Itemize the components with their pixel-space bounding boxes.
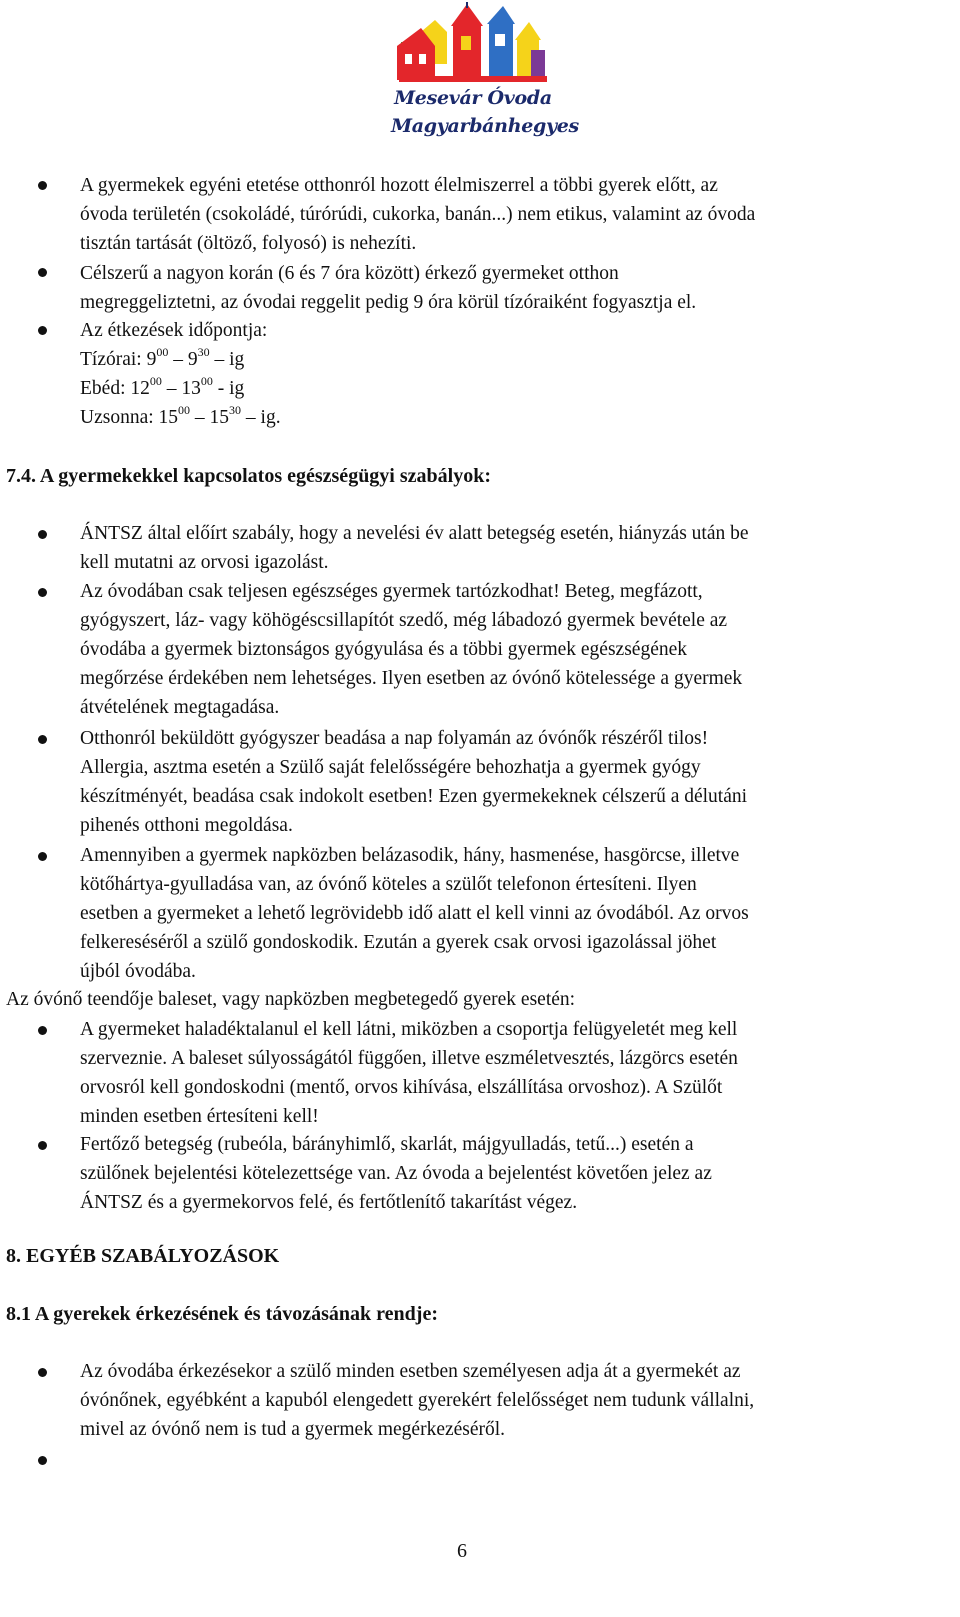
list-item-healthy-only	[80, 577, 931, 722]
text-line: Allergia, asztma esetén a Szülő saját felelősségére behozhatja a gyermek gyógy	[80, 757, 701, 778]
logo-title: Mesevár Óvoda	[394, 87, 552, 109]
list-item-illness	[80, 841, 931, 986]
page-number: 6	[457, 1540, 467, 1562]
list-item-feeding	[80, 171, 931, 258]
text-line: A gyermeket haladéktalanul el kell látni, miközben a csoportja felügyeletét meg kell	[80, 1019, 738, 1040]
bullet	[38, 1141, 47, 1150]
text-line: Az óvodába érkezésekor a szülő minden esetben személyesen adja át a gyermekét az	[80, 1361, 741, 1382]
text-line: Célszerű a nagyon korán (6 és 7 óra között) érkező gyermeket otthon	[80, 263, 619, 284]
text-line: Az étkezések időpontja:	[80, 320, 268, 341]
text-line: kell mutatni az orvosi igazolást.	[80, 552, 329, 573]
text-line: ÁNTSZ által előírt szabály, hogy a nevelési év alatt betegség esetén, hiányzás után be	[80, 523, 749, 544]
meal-time-uzsonna: Uzsonna: $15^{00} - 15^{30}$ – ig.	[80, 402, 281, 428]
bullet	[38, 735, 47, 744]
list-item-arrival	[80, 1357, 931, 1444]
list-item-infectious	[80, 1130, 931, 1217]
mesevar-logo	[391, 2, 579, 140]
bullet	[38, 326, 47, 335]
text-line: szerveznie. A baleset súlyosságától függően, illetve eszméletvesztés, lázgörcs esetén	[80, 1048, 738, 1069]
text-line: ÁNTSZ és a gyermekorvos felé, és fertőtlenítő takarítást végez.	[80, 1192, 578, 1213]
bullet	[38, 1368, 47, 1377]
text-line: tisztán tartását (öltöző, folyosó) is nehezíti.	[80, 233, 417, 254]
text-line: készítményét, beadása csak indokolt esetben! Ezen gyermekeknek célszerű a délutáni	[80, 786, 748, 807]
text-line: esetben a gyermeket a lehető legrövidebb idő alatt el kell vinni az óvodából. Az orvos	[80, 903, 749, 924]
text-line: pihenés otthoni megoldása.	[80, 815, 293, 836]
section-heading-7-4: 7.4. A gyermekekkel kapcsolatos egészségügyi szabályok:	[6, 465, 491, 487]
text-line: óvodába a gyermek biztonságos gyógyulása és a többi gyermek egészségének	[80, 639, 688, 660]
text-line: felkereséséről a szülő gondoskodik. Ezután a gyerek csak orvosi igazolással jöhet	[80, 932, 717, 953]
text-line: gyógyszert, láz- vagy köhögéscsillapítót szedő, még lábadozó gyermek bevétele az	[80, 610, 728, 631]
text-line: Otthonról beküldött gyógyszer beadása a nap folyamán az óvónők részéről tilos!	[80, 728, 709, 749]
list-item-first-aid	[80, 1015, 931, 1131]
text-line: Az óvodában csak teljesen egészséges gyermek tartózkodhat! Beteg, megfázott,	[80, 581, 703, 602]
bullet	[38, 1026, 47, 1035]
section-heading-8: 8. EGYÉB SZABÁLYOZÁSOK	[6, 1245, 280, 1267]
text-line: szülőnek bejelentési kötelezettsége van. Az óvoda a bejelentést követően jelez az	[80, 1163, 712, 1184]
logo-subtitle: Magyarbánhegyes	[391, 115, 579, 137]
list-item-antsz	[80, 519, 931, 577]
text-line: megőrzése érdekében nem lehetséges. Ilyen esetben az óvónő kötelessége a gyermek	[80, 668, 743, 689]
list-item-breakfast	[80, 259, 931, 317]
bullet	[38, 181, 47, 190]
text-line: óvónőnek, egyébként a kapuból elengedett gyerekért felelősséget nem tudunk vállalni,	[80, 1390, 755, 1411]
text-line: megreggeliztetni, az óvodai reggelit pedig 9 óra körül tízóraiként fogyasztja el.	[80, 292, 697, 313]
bullet	[38, 268, 47, 277]
text-line: újból óvodába.	[80, 961, 196, 982]
text-line: minden esetben értesíteni kell!	[80, 1106, 319, 1127]
text-line: mivel az óvónő nem is tud a gyermek megérkezéséről.	[80, 1419, 506, 1440]
accident-intro: Az óvónő teendője baleset, vagy napközben megbetegedő gyerek esetén:	[6, 989, 576, 1010]
bullet	[38, 588, 47, 597]
meal-time-tizorai: Tízórai: $9^{00} - 9^{30}$ – ig	[80, 344, 245, 370]
list-item-meal-times	[80, 316, 931, 432]
text-line: kötőhártya-gyulladása van, az óvónő köteles a szülőt telefonon értesíteni. Ilyen	[80, 874, 697, 895]
bullet	[38, 852, 47, 861]
text-line: A gyermekek egyéni etetése otthonról hozott élelmiszerrel a többi gyerek előtt, az	[80, 175, 718, 196]
bullet	[38, 530, 47, 539]
text-line: orvosról kell gondoskodni (mentő, orvos kihívása, elszállítása orvoshoz). A Szülőt	[80, 1077, 723, 1098]
bullet-empty-item	[38, 1456, 47, 1465]
text-line: átvételének megtagadása.	[80, 697, 280, 718]
castle-logo-icon	[391, 2, 555, 94]
section-heading-8-1: 8.1 A gyerekek érkezésének és távozásának rendje:	[6, 1303, 438, 1325]
text-line: óvoda területén (csokoládé, túrórúdi, cukorka, banán...) nem etikus, valamint az óvoda	[80, 204, 756, 225]
list-item-medicine	[80, 724, 931, 840]
meal-time-ebed: Ebéd: $12^{00} - 13^{00}$ - ig	[80, 373, 245, 399]
text-line: Amennyiben a gyermek napközben belázasodik, hány, hasmenése, hasgörcse, illetve	[80, 845, 740, 866]
text-line: Fertőző betegség (rubeóla, bárányhimlő, skarlát, májgyulladás, tetű...) esetén a	[80, 1134, 694, 1155]
